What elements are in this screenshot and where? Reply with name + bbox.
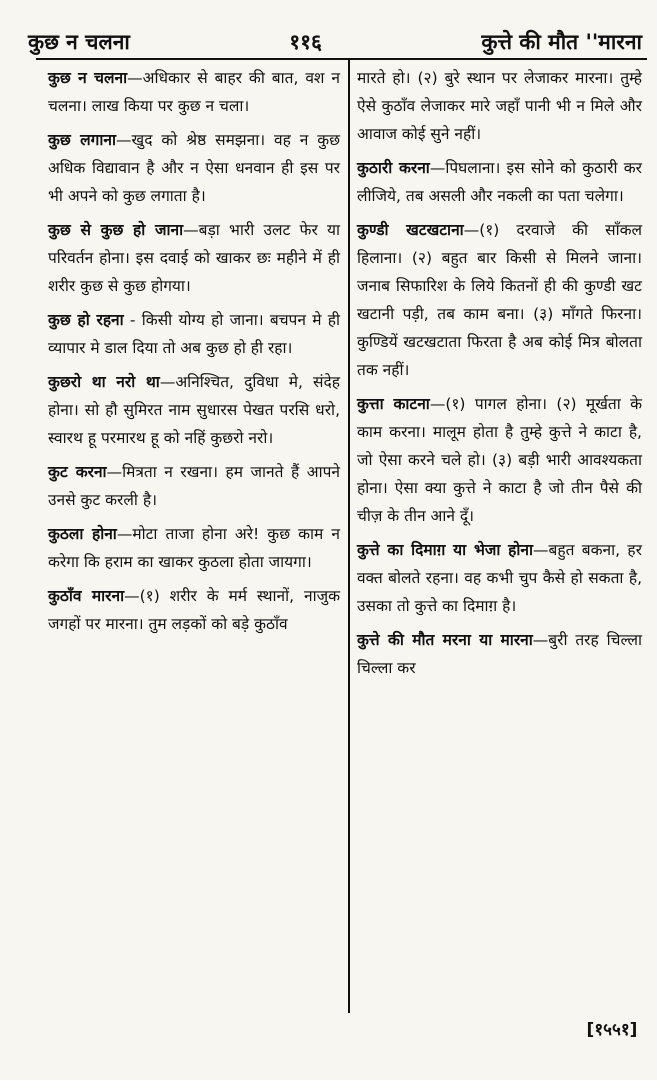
entry-definition: —बहुत बकना, हर वक्त बोलते रहना। वह कभी चुप कैसे हो सकता है, उसका तो कुत्ते का दिमाग़ है।	[357, 541, 642, 615]
entry-continuation: मारते हो। (२) बुरे स्थान पर लेजाकर मारना। तुम्हे ऐसे कुठाँव लेजाकर मारे जहाँ पानी भी न मिले और आवाज कोई सुने नहीं।	[357, 69, 642, 143]
entry	[357, 390, 642, 530]
entry-definition: —(१) दरवाजे की साँकल हिलाना। (२) बहुत बार किसी से मिलने जाना। जनाब सिफारिश के लिये कितनों ही की कुण्डी खट खटानी पड़ी, तब काम बना। (३) माँगते फिरना। कुण्डियें खटखटाता फिरता है अब कोई मित्र बोलता तक नहीं।	[357, 221, 642, 379]
entry-headword: कुठला होना	[48, 525, 117, 543]
entry-headword: कुत्ता काटना	[357, 395, 430, 413]
entry	[48, 126, 340, 210]
entry	[48, 216, 340, 300]
entry-definition: —अधिकार से बाहर की बात, वश न चलना। लाख किया पर कुछ न चला।	[48, 69, 340, 115]
entry-definition: —अनिश्चित, दुविधा मे, संदेह होना। सो हौ सुमिरत नाम सुधारस पेखत परसि धरो, स्वारथ हू परमारथ हू को नहिं कुछरो नरो।	[48, 373, 340, 447]
right-column	[357, 64, 642, 688]
footer-number: [१५५१]	[586, 1020, 638, 1040]
entry	[48, 458, 340, 514]
entry-headword: कुण्डी खटखटाना	[357, 221, 464, 239]
entry-headword: कुट करना	[48, 463, 107, 481]
header-right-guide-word: कुत्ते की मौत ''मारना	[481, 30, 642, 54]
entry-definition: —बुरी तरह चिल्ला चिल्ला कर	[357, 631, 642, 677]
entry	[357, 626, 642, 682]
entry-headword: कुत्ते की मौत मरना या मारना	[357, 631, 533, 649]
entry-definition: - किसी योग्य हो जाना। बचपन मे ही व्यापार मे डाल दिया तो अब कुछ हो ही रहा।	[48, 311, 340, 357]
entry-headword: कुछ न चलना	[48, 69, 128, 87]
left-column	[48, 64, 340, 644]
entry-headword: कुछ से कुछ हो जाना	[48, 221, 184, 239]
entry	[48, 64, 340, 120]
entry-definition: —(१) शरीर के मर्म स्थानों, नाजुक जगहों पर मारना। तुम लड़कों को बड़े कुठाँव	[48, 587, 340, 633]
column-divider	[348, 60, 350, 1013]
entry	[357, 536, 642, 620]
entry	[357, 154, 642, 210]
entry-headword: कुठारी करना	[357, 159, 430, 177]
entry	[48, 520, 340, 576]
entry-headword: कुछरो था नरो था	[48, 373, 160, 391]
entry-headword: कुत्ते का दिमाग़ या भेजा होना	[357, 541, 534, 559]
entry-definition: —खुद को श्रेष्ठ समझना। वह न कुछ अधिक विद्यावान है और न ऐसा धनवान ही इस पर भी अपने को कुछ लगाता है।	[48, 131, 340, 205]
entry-definition: —मोटा ताजा होना अरे! कुछ काम न करेगा कि हराम का खाकर कुठला होता जायगा।	[48, 525, 340, 571]
entry-headword: कुछ हो रहना	[48, 311, 124, 329]
header-left-guide-word: कुछ न चलना	[28, 30, 130, 54]
entry-definition: —मित्रता न रखना। हम जानते हैं आपने उनसे कुट करली है।	[48, 463, 340, 509]
entry	[48, 582, 340, 638]
entry-definition: —पिघलाना। इस सोने को कुठारी कर लीजिये, तब असली और नकली का पता चलेगा।	[357, 159, 642, 205]
entry-definition: —(१) पागल होना। (२) मूर्खता के काम करना। मालूम होता है तुम्हे कुत्ते ने काटा है, जो ऐसा करने चले हो। (३) बड़ी भारी आवश्यकता होना। ऐसा क्या कुत्ते ने काटा है जो तीन पैसे की चीज़ के तीन आने दूँ।	[357, 395, 643, 525]
page-number: ११६	[289, 30, 322, 54]
entry-headword: कुठाँव मारना	[48, 587, 125, 605]
entry	[48, 368, 340, 452]
header-rule	[36, 58, 647, 60]
entry	[357, 216, 642, 384]
entry-definition: —बड़ा भारी उलट फेर या परिवर्तन होना। इस दवाई को खाकर छः महीने में ही शरीर कुछ से कुछ होगया।	[48, 221, 340, 295]
entry-headword: कुछ लगाना	[48, 131, 117, 149]
entry	[48, 306, 340, 362]
